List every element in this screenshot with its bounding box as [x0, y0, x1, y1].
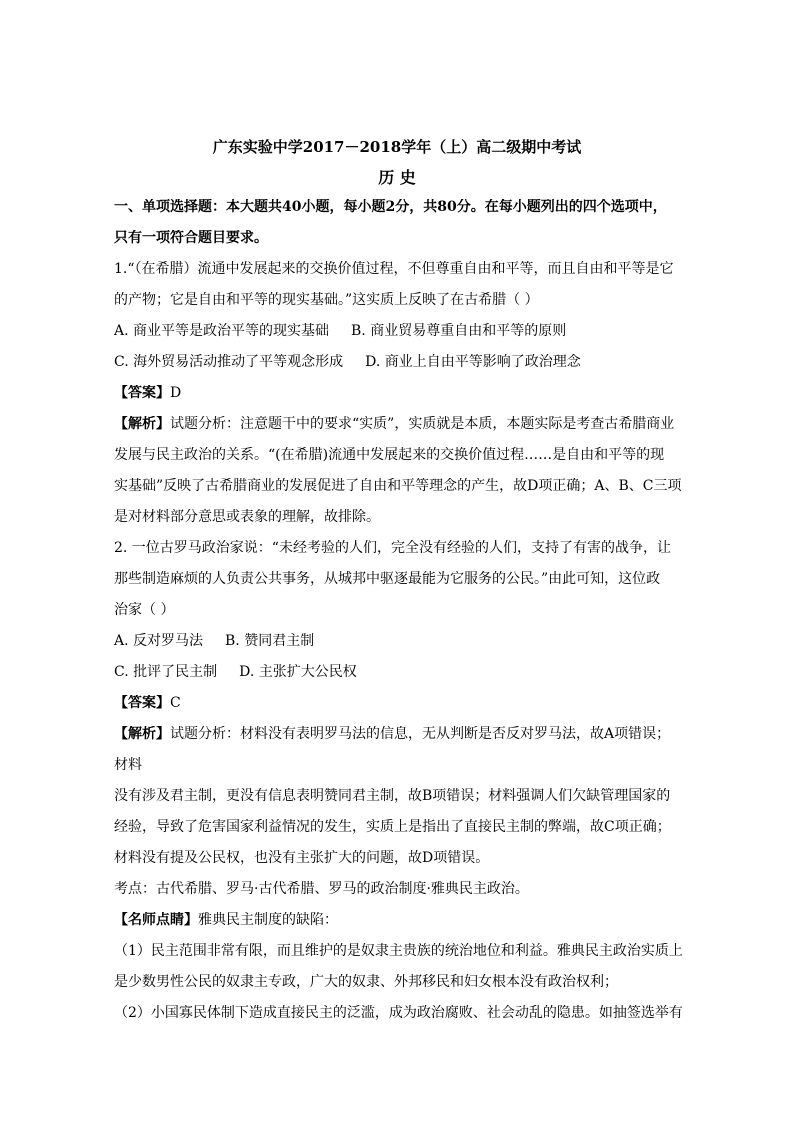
q2-tip-line-3: （2）小国寡民体制下造成直接民主的泛滥，成为政治腐败、社会动乱的隐患。如抽签选举有 — [114, 1005, 683, 1021]
q2-tip-head-text: 雅典民主制度的缺陷： — [198, 912, 338, 928]
q2-options-cd — [114, 664, 684, 680]
q2-analysis-line-4: 经验，导致了危害国家利益情况的发生，实质上是指出了直接民主制的弊端，故C项正确； — [114, 819, 671, 835]
subject-title: 历 史 — [378, 168, 416, 187]
q1-options-ab — [114, 323, 684, 339]
q1-option-c: C. 海外贸易活动推动了平等观念形成 — [114, 354, 344, 370]
q1-option-d: D. 商业上自由平等影响了政治理念 — [365, 354, 581, 370]
q2-tip-line-2: 是少数男性公民的奴隶主专政，广大的奴隶、外邦移民和妇女根本没有政治权利； — [114, 974, 618, 990]
q1-answer — [114, 385, 684, 401]
q2-option-a: A. 反对罗马法 — [114, 633, 204, 649]
q2-option-b: B. 赞同君主制 — [225, 633, 315, 649]
q1-analysis-line-2: 发展与民主政治的关系。“(在希腊)流通中发展起来的交换价值过程……是自由和平等的现 — [114, 447, 665, 463]
q1-option-a: A. 商业平等是政治平等的现实基础 — [114, 323, 330, 339]
q2-tip-heading — [114, 912, 684, 928]
q2-analysis-line-2: 材料 — [114, 757, 142, 773]
q1-option-b: B. 商业贸易尊重自由和平等的原则 — [351, 323, 567, 339]
q2-kaodian: 考点：古代希腊、罗马·古代希腊、罗马的政治制度·雅典民主政治。 — [114, 881, 529, 897]
document-title: 广东实验中学2017－2018学年（上）高二级期中考试 — [212, 138, 582, 156]
q2-tip-tag: 【名师点睛】 — [114, 912, 198, 928]
q2-stem-line-2: 那些制造麻烦的人负责公共事务，从城邦中驱逐最能为它服务的公民。”由此可知，这位政 — [114, 571, 661, 587]
section-heading-line-1: 一、单项选择题：本大题共40小题，每小题2分，共80分。在每小题列出的四个选项中， — [114, 199, 667, 215]
q2-answer-tag: 【答案】 — [114, 695, 170, 711]
q2-analysis-text-1: 试题分析：材料没有表明罗马法的信息，无从判断是否反对罗马法，故A项错误； — [170, 726, 671, 742]
q2-analysis-line-3: 没有涉及君主制，更没有信息表明赞同君主制，故B项错误；材料强调人们欠缺管理国家的 — [114, 788, 671, 804]
q2-analysis-tag: 【解析】 — [114, 726, 170, 742]
q1-stem-line-1: 1.“（在希腊）流通中发展起来的交换价值过程，不但尊重自由和平等，而且自由和平等是它 — [114, 261, 674, 277]
q1-analysis-line-4: 是对材料部分意思或表象的理解，故排除。 — [114, 509, 380, 525]
q2-stem-line-1: 2. 一位古罗马政治家说：“未经考验的人们，完全没有经验的人们，支持了有害的战争，让 — [114, 540, 671, 556]
q1-options-cd — [114, 354, 684, 370]
q2-tip-line-1: （1）民主范围非常有限，而且维护的是奴隶主贵族的统治地位和利益。雅典民主政治实质上 — [114, 943, 683, 959]
section-heading-line-2: 只有一项符合题目要求。 — [114, 230, 268, 246]
q1-analysis-text-1: 试题分析：注意题干中的要求“实质”，实质就是本质，本题实际是考查古希腊商业 — [170, 416, 675, 432]
q1-analysis-line-3: 实基础”反映了古希腊商业的发展促进了自由和平等理念的产生，故D项正确；A、B、C三项 — [114, 478, 682, 494]
q2-answer-value: C — [170, 695, 181, 711]
q1-analysis-tag: 【解析】 — [114, 416, 170, 432]
q1-analysis-line-1 — [114, 416, 684, 432]
q1-stem-line-2: 的产物；它是自由和平等的现实基础。”这实质上反映了在古希腊（ ） — [114, 292, 539, 308]
q2-options-ab — [114, 633, 684, 649]
q2-analysis-line-1 — [114, 726, 684, 742]
q2-option-c: C. 批评了民主制 — [114, 664, 218, 680]
q1-answer-tag: 【答案】 — [114, 385, 170, 401]
q2-analysis-line-5: 材料没有提及公民权，也没有主张扩大的问题，故D项错误。 — [114, 850, 490, 866]
q2-option-d: D. 主张扩大公民权 — [239, 664, 357, 680]
q2-stem-line-3: 治家（ ） — [114, 602, 175, 618]
q1-answer-value: D — [170, 385, 182, 401]
q2-answer — [114, 695, 684, 711]
